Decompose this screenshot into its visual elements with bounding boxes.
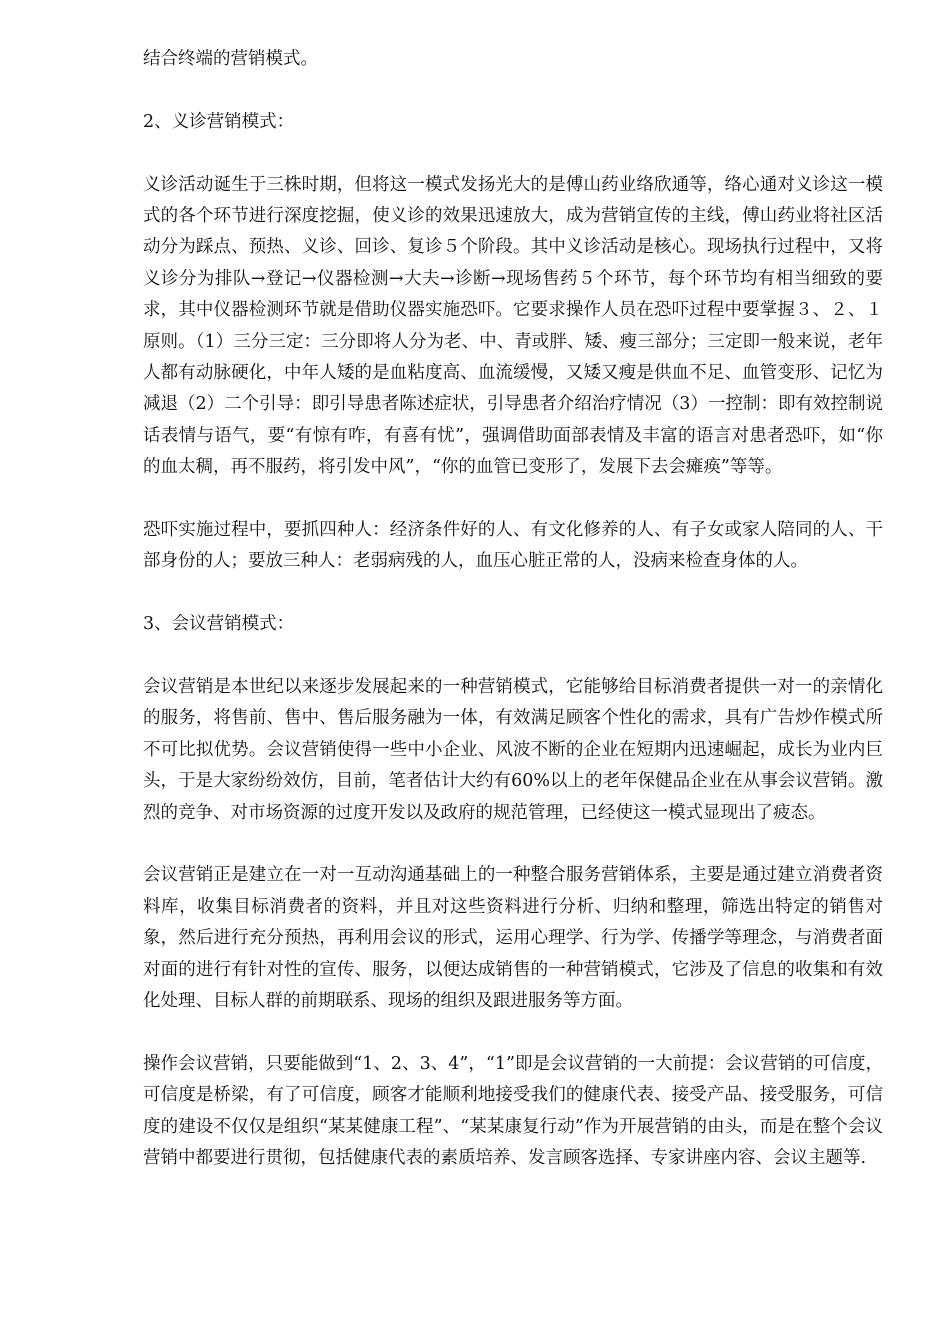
paragraph-conference-operation: 操作会议营销，只要能做到“1、2、3、4”，“1”即是会议营销的一大前提：会议营销的可信度，可信度是桥梁，有了可信度，顾客才能顺利地接受我们的健康代表、接受产品、接受服务，可信度的建设不仅仅是组织“某某健康工程”、“某某康复行动”作为开展营销的由头，而是在整个会议营销中都要进行贯彻，包括健康代表的素质培养、发言顾客选择、专家讲座内容、会议主题等. xyxy=(143,1053,883,1169)
paragraph-gap xyxy=(143,75,883,106)
paragraph-gap xyxy=(143,829,883,860)
paragraph-free-clinic: 义诊活动诞生于三株时期，但将这一模式发扬光大的是傅山药业络欣通等，络心通对义诊这一模式的各个环节进行深度挖掘，使义诊的效果迅速放大，成为营销宣传的主线，傅山药业将社区活动分为踩点、预热、义诊、回诊、复诊５个阶段。其中义诊活动是核心。现场执行过程中，又将义诊分为排队→登记→仪器检测→大夫→诊断→现场售药５个环节，每个环节均有相当细致的要求，其中仪器检测环节就是借助仪器实施恐吓。它要求操作人员在恐吓过程中要掌握３、２、１原则。（1）三分三定：三分即将人分为老、中、青或胖、矮、瘦三部分；三定即一般来说，老年人都有动脉硬化，中年人矮的是血粘度高、血流缓慢，又矮又瘦是供血不足、血管变形、记忆为减退（2）二个引导：即引导患者陈述症状，引导患者介绍治疗情况（3）一控制：即有效控制说话表情与语气，要“有惊有咋，有喜有忧”，强调借助面部表情及丰富的语言对患者恐吓，如“你的血太稠，再不服药，将引发中风”，“你的血管已变形了，发展下去会瘫痪”等等。 xyxy=(143,174,883,478)
paragraph-intro-tail: 结合终端的营销模式。 xyxy=(143,49,318,69)
paragraph-gap xyxy=(143,641,883,672)
paragraph-conference-intro: 会议营销是本世纪以来逐步发展起来的一种营销模式，它能够给目标消费者提供一对一的亲情化的服务，将售前、售中、售后服务融为一体，有效满足顾客个性化的需求，具有广告炒作模式所不可比拟优势。会议营销使得一些中小企业、风波不断的企业在短期内迅速崛起，成长为业内巨头，于是大家纷纷效仿，目前，笔者估计大约有60%以上的老年保健品企业在从事会议营销。激烈的竞争、对市场资源的过度开发以及政府的规范管理，已经使这一模式显现出了疲态。 xyxy=(143,677,883,823)
document-body xyxy=(143,0,883,1175)
paragraph-target-people: 恐吓实施过程中，要抓四种人：经济条件好的人、有文化修养的人、有子女或家人陪同的人、干部身份的人；要放三种人：老弱病残的人，血压心脏正常的人，没病来检查身体的人。 xyxy=(143,520,883,572)
section-heading-2: 2、义诊营销模式： xyxy=(143,111,295,132)
paragraph-gap xyxy=(143,484,883,515)
paragraph-gap xyxy=(143,578,883,609)
paragraph-conference-system: 会议营销正是建立在一对一互动沟通基础上的一种整合服务营销体系，主要是通过建立消费者资料库，收集目标消费者的资料，并且对这些资料进行分析、归纳和整理，筛选出特定的销售对象，然后进行充分预热，再利用会议的形式，运用心理学、行为学、传播学等理念，与消费者面对面的进行有针对性的宣传、服务，以便达成销售的一种营销模式，它涉及了信息的收集和有效化处理、目标人群的前期联系、现场的组织及跟进服务等方面。 xyxy=(143,865,883,1012)
section-heading-3: 3、会议营销模式： xyxy=(143,614,295,635)
paragraph-gap xyxy=(143,138,883,169)
paragraph-gap xyxy=(143,1018,883,1049)
